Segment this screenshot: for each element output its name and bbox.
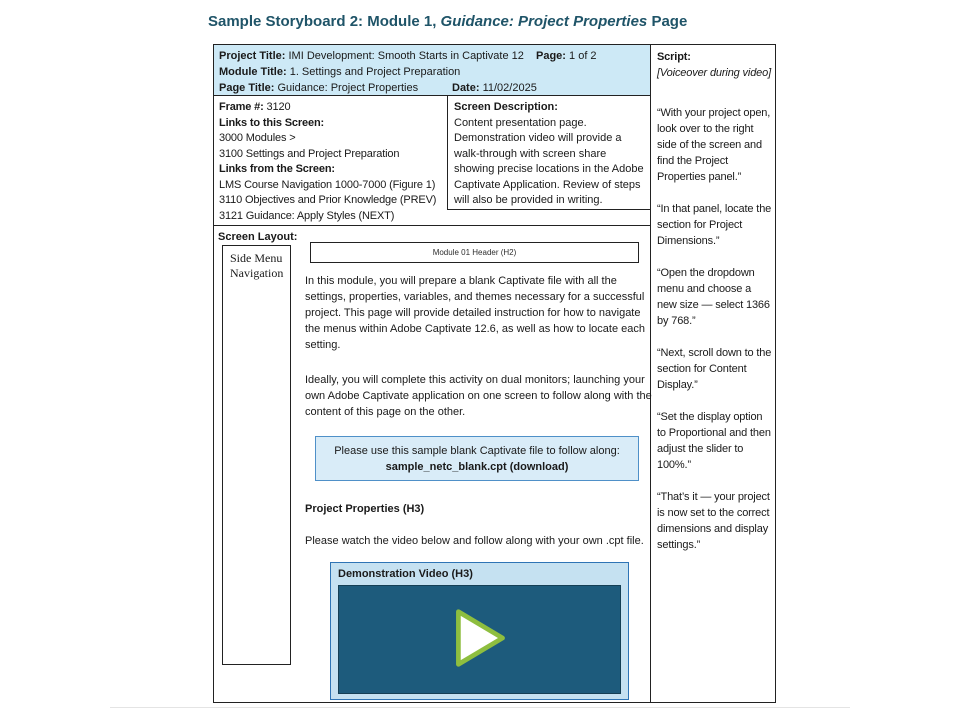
script-column xyxy=(650,44,776,703)
video-panel xyxy=(330,562,629,700)
meta-row-page-title xyxy=(219,80,650,96)
script-paragraph: “That’s it — your project is now set to the correct dimensions and display settings.” xyxy=(657,491,770,551)
frame-number: Frame #: 3120 xyxy=(219,101,291,113)
link-item: 3000 Modules > xyxy=(219,132,296,144)
link-item: LMS Course Navigation 1000-7000 (Figure 1) xyxy=(219,178,436,191)
storyboard-main-column xyxy=(213,44,650,703)
storyboard-table xyxy=(213,44,776,703)
info-row xyxy=(214,96,650,226)
script-paragraph: “Open the dropdown menu and choose a new size — select 1366 by 768.” xyxy=(657,267,770,327)
page-title-field: Page Title: Guidance: Project Properties xyxy=(219,82,419,94)
link-item: 3110 Objectives and Prior Knowledge (PREV) xyxy=(219,194,437,206)
script-paragraph: “Set the display option to Proportional and then adjust the slider to 100%.” xyxy=(657,411,771,471)
links-to-label: Links to this Screen: xyxy=(219,116,325,129)
frame-info-cell xyxy=(214,96,447,225)
side-menu-label: Side Menu Navigation xyxy=(230,251,284,280)
page-title-suffix: Page xyxy=(647,13,688,30)
screen-description-label: Screen Description: xyxy=(454,101,558,113)
page-title-italic: Guidance: Project Properties xyxy=(440,13,648,30)
links-from-label: Links from the Screen: xyxy=(219,163,335,175)
video-title: Demonstration Video (H3) xyxy=(338,568,473,580)
module-header-label: Module 01 Header (H2) xyxy=(432,248,517,257)
date-field: Date: 11/02/2025 xyxy=(452,82,537,94)
body-paragraph-2: Ideally, you will complete this activity on dual monitors; launching your own Adobe Captivate application on one screen to follow along with the content of this page on the other. xyxy=(305,374,652,418)
body-paragraph-1: In this module, you will prepare a blank Captivate file with all the settings, properties, variables, and themes necessary for a successful project. This page will provide detailed instruction for how to navigate the menus within Adobe Captivate 12.6, as well as how to locate each setting. xyxy=(305,275,645,351)
meta-row-project xyxy=(219,48,650,64)
meta-header xyxy=(214,45,650,96)
screen-description-line: Content presentation page. xyxy=(454,116,587,129)
script-label: Script: xyxy=(657,51,691,63)
page-number-field: Page: 1 of 2 xyxy=(536,50,597,62)
script-paragraph: “With your project open, look over to the right side of the screen and find the Project Properties panel.” xyxy=(657,107,771,183)
slide-bottom-edge xyxy=(110,707,850,708)
script-paragraph: “Next, scroll down to the section for Content Display.” xyxy=(657,347,772,391)
section-heading: Project Properties (H3) xyxy=(305,503,425,515)
module-title-field: Module Title: 1. Settings and Project Preparation xyxy=(219,66,461,78)
project-title-field: Project Title: IMI Development: Smooth Starts in Captivate 12 xyxy=(219,50,524,62)
video-player[interactable] xyxy=(338,585,621,694)
link-item: 3121 Guidance: Apply Styles (NEXT) xyxy=(219,209,395,222)
page-title xyxy=(208,13,687,30)
video-instruction: Please watch the video below and follow along with your own .cpt file. xyxy=(305,535,644,547)
meta-row-module xyxy=(219,64,650,80)
screen-description-cell xyxy=(447,96,650,210)
link-item: 3100 Settings and Project Preparation xyxy=(219,147,400,160)
page-title-prefix: Sample Storyboard 2: Module 1, xyxy=(208,13,441,30)
module-header-placeholder xyxy=(310,242,639,263)
sample-file-callout xyxy=(315,436,639,481)
script-paragraph: “In that panel, locate the section for Project Dimensions.” xyxy=(657,203,772,247)
screen-layout-cell xyxy=(214,226,650,702)
screen-description-body: Demonstration video will provide a walk-through with screen share showing precise locations in the Adobe Captivate Application. Review of steps will also be provided in writing. xyxy=(454,132,644,206)
script-note: [Voiceover during video] xyxy=(657,67,772,79)
sample-file-download-link[interactable]: sample_netc_blank.cpt (download) xyxy=(385,461,569,473)
side-menu-navigation-box xyxy=(222,245,291,665)
screen-layout-label: Screen Layout: xyxy=(218,231,298,243)
play-icon[interactable] xyxy=(451,607,509,672)
callout-text: Please use this sample blank Captivate file to follow along: xyxy=(334,445,620,457)
